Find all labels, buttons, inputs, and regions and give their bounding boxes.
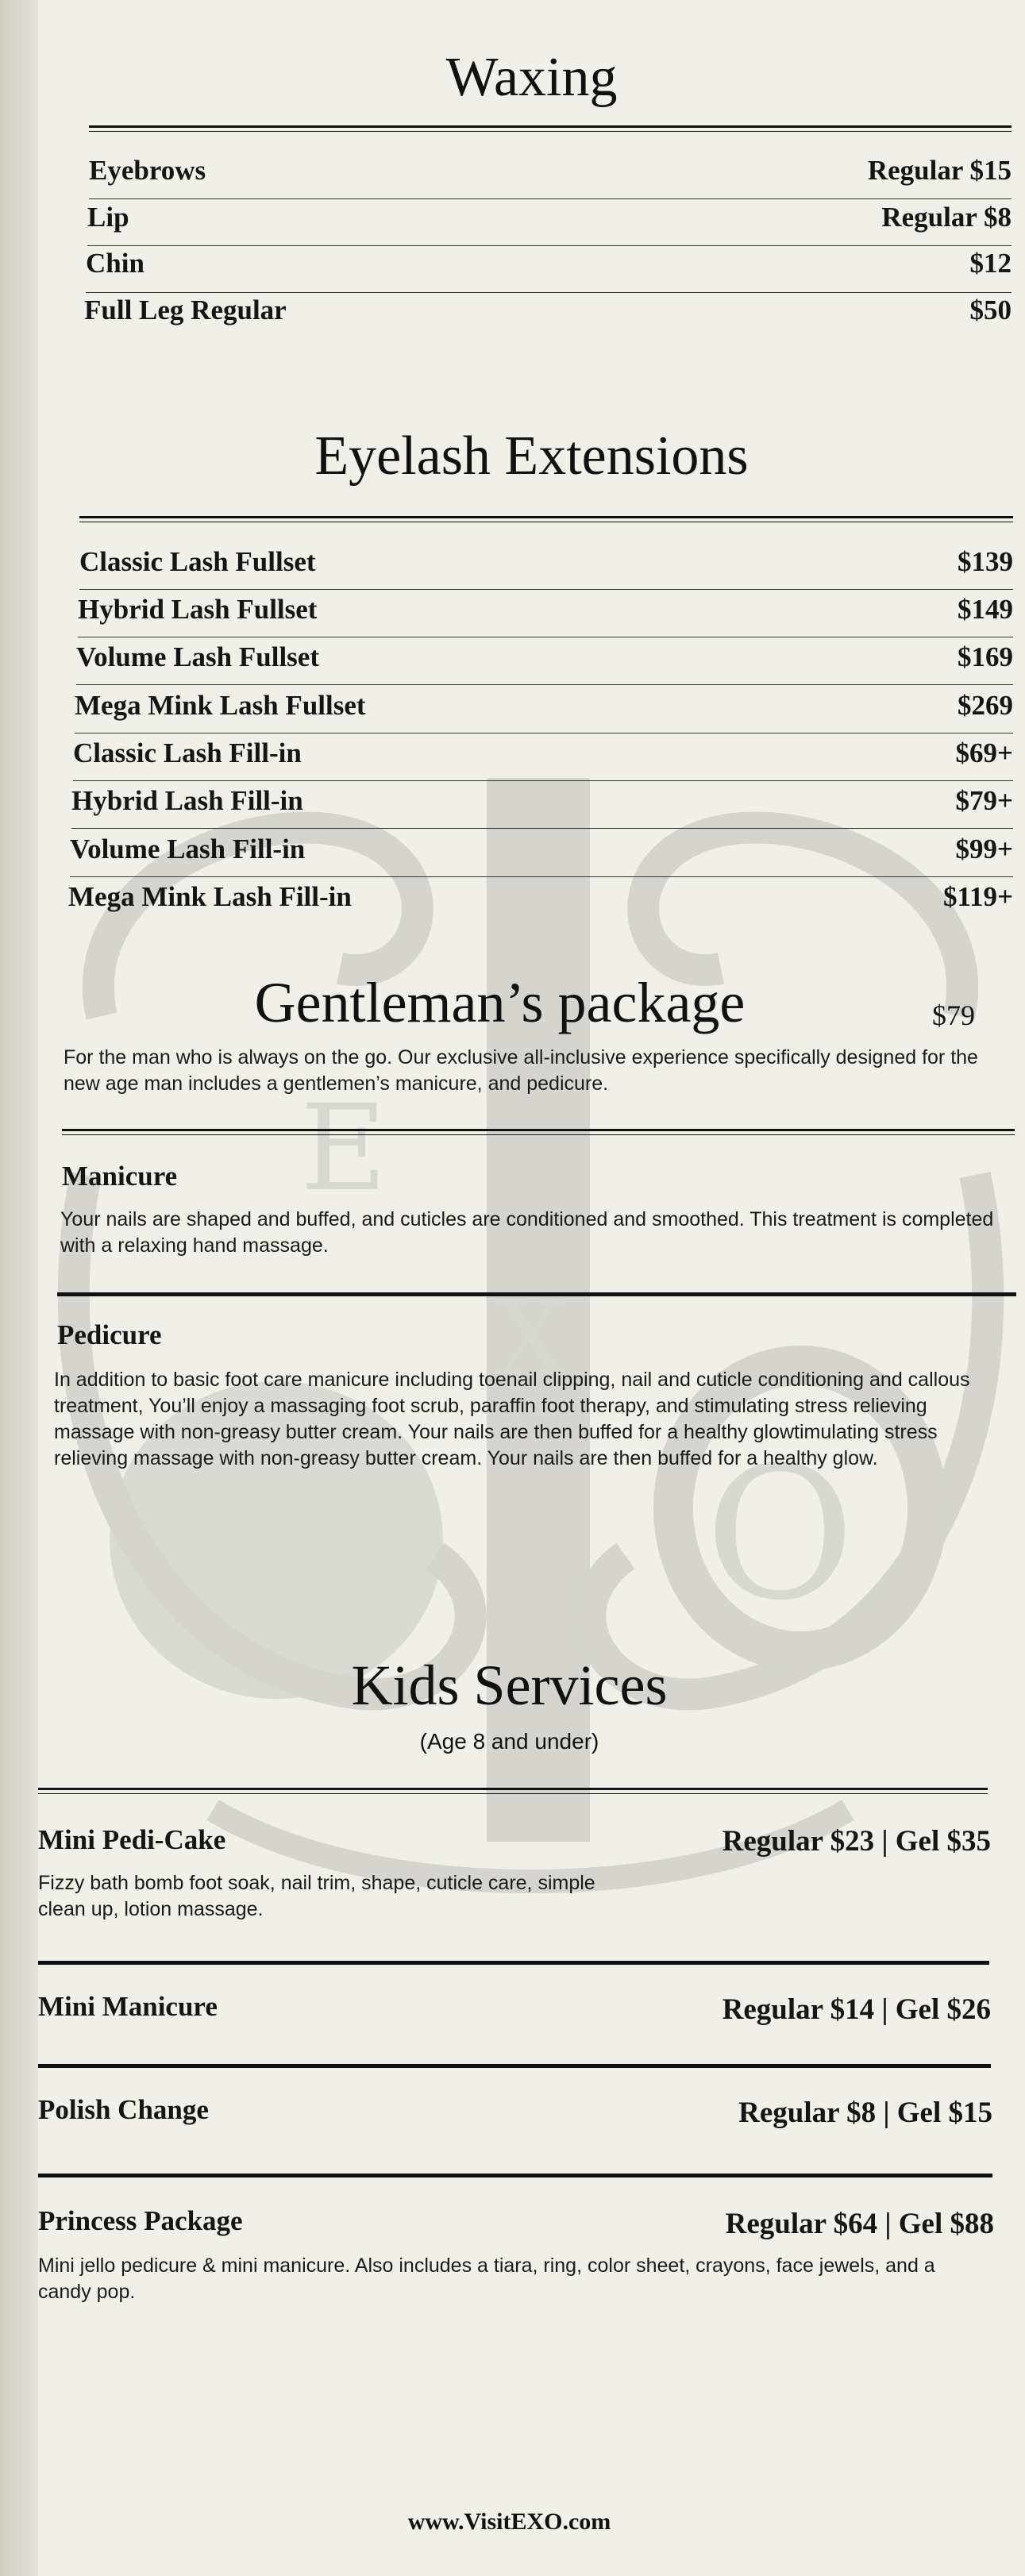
lashes-divider — [79, 516, 1013, 518]
service-price: $79+ — [955, 785, 1013, 816]
gentleman-divider — [62, 1129, 1015, 1131]
lash-row — [79, 546, 1013, 578]
lash-row — [71, 785, 1013, 817]
kids-service-name: Mini Manicure — [38, 1991, 218, 2022]
service-name: Hybrid Lash Fullset — [78, 594, 318, 625]
row-divider — [76, 684, 1013, 685]
waxing-row — [89, 155, 1012, 187]
manicure-divider — [57, 1292, 1016, 1296]
menu-page — [38, 0, 1025, 2576]
kids-service-description: Mini jello pedicure & mini manicure. Also includes a tiara, ring, color sheet, crayons, face jewels, and a candy pop. — [38, 2254, 935, 2303]
lash-row — [75, 690, 1013, 722]
service-name: Lip — [87, 202, 129, 233]
service-price: $269 — [958, 690, 1013, 721]
watermark-letter-o: O — [705, 1429, 855, 1641]
gentleman-title: Gentleman’s package — [254, 971, 746, 1034]
kids-service-price: Regular $64 | Gel $88 — [725, 2208, 994, 2240]
service-name: Classic Lash Fullset — [79, 546, 316, 577]
kids-row-divider — [38, 2174, 992, 2177]
gentleman-description: For the man who is always on the go. Our exclusive all-inclusive experience specifically designed for the new age man includes a gentlemen’s manicure, and pedicure. — [64, 1046, 978, 1095]
service-name: Full Leg Regular — [84, 295, 287, 325]
service-price: $169 — [958, 641, 1013, 672]
kids-service-name: Mini Pedi-Cake — [38, 1824, 226, 1855]
row-divider — [89, 198, 1012, 199]
service-name: Classic Lash Fill-in — [73, 737, 302, 768]
waxing-row — [84, 295, 1012, 326]
kids-service-price: Regular $14 | Gel $26 — [722, 1993, 991, 2026]
row-divider — [75, 733, 1013, 734]
service-price: Regular $8 — [881, 202, 1012, 233]
kids-service-name: Polish Change — [38, 2094, 209, 2125]
manicure-title: Manicure — [62, 1161, 178, 1192]
kids-service-price: Regular $23 | Gel $35 — [722, 1825, 991, 1858]
gentleman-price: $79 — [932, 999, 975, 1031]
row-divider — [79, 589, 1013, 590]
waxing-divider — [89, 125, 1012, 128]
row-divider — [87, 245, 1012, 246]
watermark-letter-x: X — [495, 1278, 568, 1399]
kids-service-price: Regular $8 | Gel $15 — [738, 2097, 992, 2129]
service-name: Mega Mink Lash Fullset — [75, 690, 366, 721]
kids-row-divider — [38, 1961, 989, 1965]
service-price: $50 — [969, 295, 1012, 325]
manicure-description: Your nails are shaped and buffed, and cuticles are conditioned and smoothed. This treatment is completed with a relaxing hand massage. — [60, 1208, 994, 1257]
row-divider — [73, 780, 1013, 781]
lash-row — [78, 594, 1013, 626]
lash-row — [76, 641, 1013, 673]
kids-service-description: Fizzy bath bomb foot soak, nail trim, shape, cuticle care, simple clean up, lotion massage. — [38, 1872, 595, 1920]
row-divider — [86, 292, 1012, 293]
lash-row — [73, 737, 1013, 769]
footer-url[interactable]: www.VisitEXO.com — [407, 2509, 611, 2535]
service-price: $99+ — [955, 834, 1013, 864]
lashes-title: Eyelash Extensions — [314, 425, 749, 487]
service-price: $12 — [969, 248, 1012, 279]
service-price: $69+ — [955, 737, 1013, 768]
waxing-row — [86, 248, 1012, 279]
lash-row — [70, 834, 1013, 865]
kids-divider — [38, 1788, 988, 1790]
service-price: Regular $15 — [867, 155, 1012, 186]
service-name: Chin — [86, 248, 145, 279]
service-name: Eyebrows — [89, 155, 206, 186]
service-name: Mega Mink Lash Fill-in — [68, 881, 352, 912]
service-price: $119+ — [942, 881, 1013, 912]
kids-row-divider — [38, 2064, 991, 2068]
waxing-title: Waxing — [445, 47, 618, 108]
pedicure-title: Pedicure — [57, 1319, 162, 1350]
watermark-letter-e: E — [300, 1080, 387, 1218]
lash-row — [68, 881, 1013, 913]
row-divider — [70, 876, 1013, 877]
service-price: $149 — [958, 594, 1013, 625]
pedicure-description: In addition to basic foot care manicure including toenail clipping, nail and cuticle conditioning and callous treatment, You’ll enjoy a massaging foot scrub, paraffin foot therapy, and stimulating stress relieving massage with non-greasy butter cream. Your nails are then buffed for a healthy glowtimulating stress relieving massage with non-greasy butter cream. Your nails are then buffed for a healthy glow. — [54, 1369, 970, 1469]
kids-subtitle: (Age 8 and under) — [419, 1729, 599, 1754]
waxing-row — [87, 202, 1012, 233]
service-price: $139 — [958, 546, 1013, 577]
service-name: Volume Lash Fullset — [76, 641, 319, 672]
kids-service-name: Princess Package — [38, 2205, 243, 2236]
service-name: Volume Lash Fill-in — [70, 834, 306, 864]
page-shadow — [0, 0, 38, 2576]
service-name: Hybrid Lash Fill-in — [71, 785, 303, 816]
row-divider — [71, 828, 1013, 829]
kids-title: Kids Services — [351, 1654, 668, 1717]
